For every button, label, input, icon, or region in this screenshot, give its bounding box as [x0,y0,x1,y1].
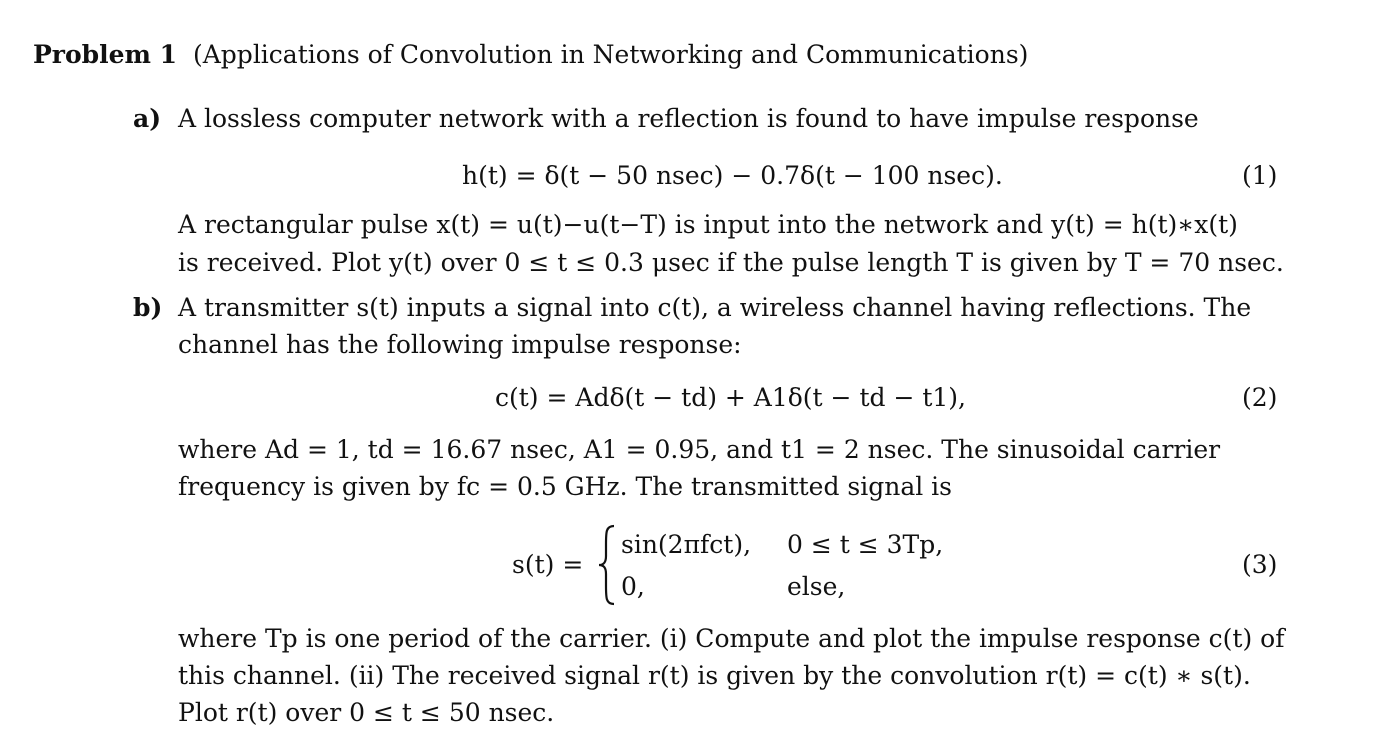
part-b-intro-line-1: A transmitter s(t) inputs a signal into c(t), a wireless channel having reflections. The [178,293,1252,322]
part-b-intro-line-2: channel has the following impulse response: [178,330,742,359]
equation-1: h(t) = δ(t − 50 nsec) − 0.7δ(t − 100 nsec). [462,161,1003,190]
part-a-label: a) [133,104,162,133]
part-b-closing-line-2: this channel. (ii) The received signal r(t) is given by the convolution r(t) = c(t) ∗ s(t). [178,661,1251,690]
equation-3-case-1-cond: 0 ≤ t ≤ 3Tp, [787,530,944,559]
part-b-params-line-1: where Ad = 1, td = 16.67 nsec, A1 = 0.95, and t1 = 2 nsec. The sinusoidal carrier [178,435,1221,464]
equation-1-number: (1) [1242,161,1278,190]
part-b-label: b) [133,293,163,322]
equation-2-number: (2) [1242,383,1278,412]
part-b-params-line-2: frequency is given by fc = 0.5 GHz. The transmitted signal is [178,472,953,501]
equation-2: c(t) = Adδ(t − td) + A1δ(t − td − t1), [495,383,966,412]
equation-3-number: (3) [1242,550,1278,579]
part-a-body-line-1: A rectangular pulse x(t) = u(t)−u(t−T) is input into the network and y(t) = h(t)∗x(t) [178,210,1238,239]
left-brace-icon [596,524,618,606]
equation-3-case-2-cond: else, [787,572,846,601]
part-b-closing-line-1: where Tp is one period of the carrier. (i) Compute and plot the impulse response c(t) of [178,624,1285,653]
problem-label: Problem 1 [33,40,178,69]
part-a-body-line-2: is received. Plot y(t) over 0 ≤ t ≤ 0.3 μsec if the pulse length T is given by T = 70 nsec. [178,248,1284,277]
equation-3-case-1-expr: sin(2πfct), [621,530,752,559]
part-b-closing-line-3: Plot r(t) over 0 ≤ t ≤ 50 nsec. [178,698,555,727]
part-a-intro: A lossless computer network with a reflection is found to have impulse response [178,104,1199,133]
equation-3-lhs: s(t) = [512,550,584,579]
equation-3-case-2-expr: 0, [621,572,645,601]
problem-topic: (Applications of Convolution in Networking and Communications) [193,40,1029,69]
problem-heading [33,40,1028,69]
